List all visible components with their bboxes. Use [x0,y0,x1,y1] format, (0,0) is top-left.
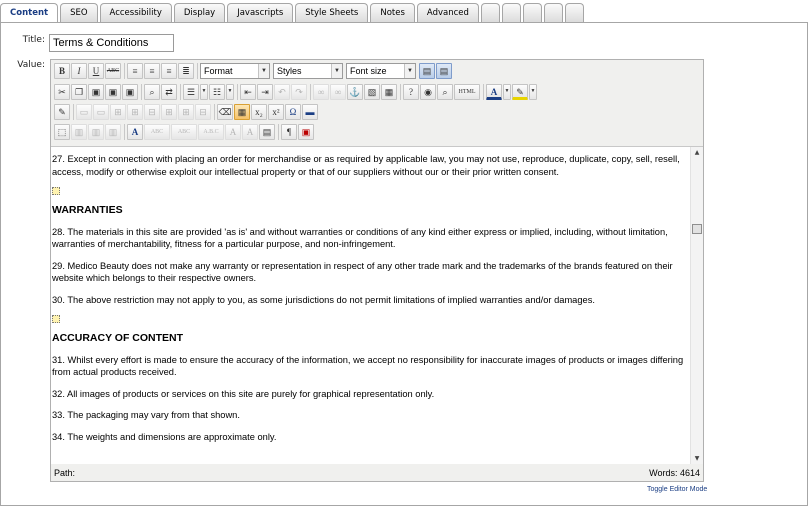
show-blocks-icon[interactable]: ¶ [281,124,297,140]
anchor-marker-icon [52,315,60,323]
paragraph-34: 34. The weights and dimensions are approximate only. [52,431,277,442]
chevron-down-icon: ▼ [404,64,415,78]
styleprops-icon[interactable]: A [127,124,143,140]
highlight-color-icon[interactable]: ✎ [512,84,528,100]
separator [278,124,279,140]
styles-select-value: Styles [277,66,302,76]
bold-button[interactable]: B [54,63,70,79]
tab-empty[interactable] [523,3,542,22]
paste-word-icon[interactable]: ▣ [122,84,138,100]
replace-icon[interactable]: ⇄ [161,84,177,100]
separator [483,84,484,100]
font-size-select[interactable] [346,63,416,79]
special-char-icon[interactable]: Ω [285,104,301,120]
toolbar-row-3 [54,102,319,122]
outdent-icon[interactable]: ⇤ [240,84,256,100]
superscript-icon[interactable]: x² [268,104,284,120]
separator [180,84,181,100]
align-left-button[interactable]: ≡ [127,63,143,79]
element-path: Path: [54,468,76,478]
undo-icon[interactable]: ↶ [274,84,290,100]
paragraph-31: 31. Whilst every effort is made to ensure the accuracy of the information, we accept no responsibility for inaccurate images of products or images differing from actual products received. [52,354,684,377]
word-count: Words: 4614 [649,468,700,478]
code-icon[interactable]: ⌕ [437,84,453,100]
toggle-editor-mode-link[interactable]: Toggle Editor Mode [647,486,708,493]
media-icon[interactable]: ▦ [381,84,397,100]
layout-view-icon[interactable]: ▤ [419,63,435,79]
unlink-icon[interactable]: ∞ [330,84,346,100]
find-icon[interactable]: ⌕ [144,84,160,100]
abbr-icon[interactable]: ABC [171,124,197,140]
format-select-value: Format [204,66,233,76]
text-color-icon[interactable]: A [486,84,502,100]
scroll-thumb[interactable] [692,224,702,234]
del-icon[interactable]: A [225,124,241,140]
tab-empty[interactable] [565,3,584,22]
horizontal-rule-icon[interactable]: ▬ [302,104,318,120]
align-justify-button[interactable]: ≣ [178,63,194,79]
chevron-down-icon[interactable]: ▼ [200,84,208,100]
tab-accessibility[interactable]: Accessibility [100,3,172,22]
scroll-down-icon[interactable]: ▼ [694,455,700,462]
select-all-icon[interactable]: ⬚ [54,124,70,140]
tab-content[interactable]: Content [0,3,58,23]
editor-text[interactable] [52,153,690,452]
separator [197,63,198,79]
acronym-icon[interactable]: A.B.C [198,124,224,140]
cut-icon[interactable]: ✂ [54,84,70,100]
tab-bar [0,3,586,23]
insert-col-after-icon[interactable]: ⊞ [178,104,194,120]
attributes-icon[interactable]: ▤ [259,124,275,140]
underline-button[interactable]: U [88,63,104,79]
table-row-icon[interactable]: ▭ [76,104,92,120]
rich-text-editor [50,59,704,482]
font-size-select-value: Font size [350,66,387,76]
visual-aid-icon[interactable]: ▣ [298,124,314,140]
source-view-icon[interactable]: ▤ [436,63,452,79]
toolbar-row-2 [54,82,538,102]
copy-icon[interactable]: ❐ [71,84,87,100]
paragraph-30: 30. The above restriction may not apply to you, as some jurisdictions do not permit limitations of implied warranties and/or damages. [52,294,595,305]
paragraph-27: 27. Except in connection with placing an order for merchandise or as required by applicable law, you may not use, reproduce, duplicate, copy, sell, resell, access, modify or otherwise exploit our intellectual property or that of our suppliers without our or their prior written consent. [52,154,680,177]
html-source-icon[interactable]: HTML [454,84,480,100]
chevron-down-icon: ▼ [331,64,342,78]
cite-icon[interactable]: ABC [144,124,170,140]
format-select[interactable] [200,63,270,79]
table-cell-icon[interactable]: ▭ [93,104,109,120]
redo-icon[interactable]: ↷ [291,84,307,100]
table-icon[interactable]: ▦ [234,104,250,120]
value-label: Value: [17,60,45,70]
insert-row-before-icon[interactable]: ⊞ [110,104,126,120]
anchor-icon[interactable]: ⚓ [347,84,363,100]
bullet-list-icon[interactable]: ☰ [183,84,199,100]
italic-button[interactable]: I [71,63,87,79]
separator [124,124,125,140]
title-label: Title: [22,35,45,45]
tab-advanced[interactable]: Advanced [417,3,479,22]
anchor-marker-icon [52,187,60,195]
tab-empty[interactable] [544,3,563,22]
toolbar-row-4 [54,122,315,142]
tab-javascripts[interactable]: Javascripts [227,3,293,22]
layer-backward-icon[interactable]: ▥ [105,124,121,140]
separator [73,104,74,120]
layer-forward-icon[interactable]: ▥ [88,124,104,140]
styles-select[interactable] [273,63,343,79]
heading-accuracy: ACCURACY OF CONTENT [52,332,184,344]
editor-content-area[interactable] [51,146,703,464]
tab-style-sheets[interactable]: Style Sheets [295,3,368,22]
insert-row-after-icon[interactable]: ⊞ [127,104,143,120]
tab-empty[interactable] [481,3,500,22]
paste-icon[interactable]: ▣ [88,84,104,100]
layer-icon[interactable]: ▥ [71,124,87,140]
help-icon[interactable]: ? [403,84,419,100]
insert-col-before-icon[interactable]: ⊞ [161,104,177,120]
align-center-button[interactable]: ≡ [144,63,160,79]
scroll-up-icon[interactable]: ▲ [694,149,700,156]
tab-empty[interactable] [502,3,521,22]
image-icon[interactable]: ▧ [364,84,380,100]
chevron-down-icon[interactable]: ▼ [529,84,537,100]
paragraph-32: 32. All images of products or services on this site are purely for graphical representation only. [52,388,435,399]
vertical-scrollbar[interactable] [690,147,703,464]
separator [214,104,215,120]
numbered-list-icon[interactable]: ☷ [209,84,225,100]
chevron-down-icon[interactable]: ▼ [226,84,234,100]
preview-icon[interactable]: ◉ [420,84,436,100]
heading-warranties: WARRANTIES [52,204,123,216]
link-icon[interactable]: ∞ [313,84,329,100]
paragraph-29: 29. Medico Beauty does not make any warranty or representation in respect of any other trade mark and the trademarks of the brands featured on their website which belongs to their respective owners. [52,260,673,283]
subscript-icon[interactable]: x₂ [251,104,267,120]
toolbar-row-1 [54,61,453,81]
paragraph-33: 33. The packaging may vary from that shown. [52,410,240,420]
eraser-icon[interactable]: ⌫ [217,104,233,120]
paste-text-icon[interactable]: ▣ [105,84,121,100]
ins-icon[interactable]: A [242,124,258,140]
strikethrough-button[interactable]: ABC [105,63,121,79]
edit-icon[interactable]: ✎ [54,104,70,120]
chevron-down-icon[interactable]: ▼ [503,84,511,100]
tab-display[interactable]: Display [174,3,225,22]
editor-status-bar [51,465,703,481]
delete-col-icon[interactable]: ⊟ [195,104,211,120]
separator [124,63,125,79]
separator [237,84,238,100]
title-input[interactable] [49,34,174,52]
paragraph-28: 28. The materials in this site are provided 'as is' and without warranties or conditions of any kind either express or implied, including, without limitation, warranties of merchantability, fitness for a particular purpose, and non-infringement. [52,226,668,249]
tab-notes[interactable]: Notes [370,3,415,22]
align-right-button[interactable]: ≡ [161,63,177,79]
tab-seo[interactable]: SEO [60,3,97,22]
chevron-down-icon: ▼ [258,64,269,78]
indent-icon[interactable]: ⇥ [257,84,273,100]
delete-row-icon[interactable]: ⊟ [144,104,160,120]
separator [400,84,401,100]
separator [141,84,142,100]
separator [310,84,311,100]
